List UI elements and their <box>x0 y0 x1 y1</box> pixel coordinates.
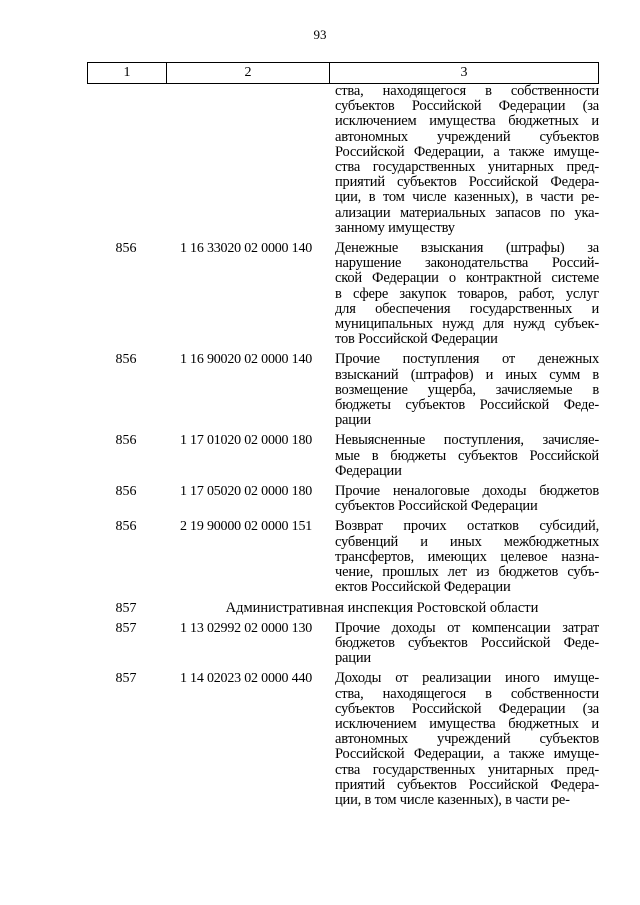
description-line: приятий субъектов Российской Федера- <box>335 776 599 793</box>
income-description <box>327 84 599 236</box>
budget-classification-code: 1 14 02023 02 0000 440 <box>179 671 313 687</box>
description-line: ализации материальных запасов по ука- <box>335 204 599 221</box>
description-line: Прочие неналоговые доходы бюджетов <box>335 483 599 500</box>
budget-classification-code: 2 19 90000 02 0000 151 <box>179 519 313 535</box>
description-line: Возврат прочих остатков субсидий, <box>335 518 599 535</box>
admin-code: 856 <box>115 433 137 449</box>
table-row <box>87 241 599 347</box>
description-line: Доходы от реализации иного имуще- <box>335 670 599 687</box>
header-col-2: 2 <box>167 63 330 83</box>
income-description <box>327 621 599 667</box>
description-line: ской Федерации о контрактной системе <box>335 270 599 287</box>
table-row <box>87 621 599 667</box>
page-number: 93 <box>313 27 327 42</box>
income-description <box>327 352 599 428</box>
table-body <box>87 84 599 813</box>
description-line: Прочие поступления от денежных <box>335 351 599 368</box>
description-line: ектов Российской Федерации <box>335 579 511 596</box>
admin-code: 856 <box>115 519 137 535</box>
section-row <box>87 601 599 616</box>
description-line: в сфере закупок товаров, работ, услуг <box>335 285 599 302</box>
table-row <box>87 519 599 595</box>
budget-classification-code: 1 16 90020 02 0000 140 <box>179 352 313 368</box>
table-row <box>87 484 599 514</box>
table-row <box>87 84 599 236</box>
description-line: приятий субъектов Российской Федера- <box>335 174 599 191</box>
description-line: бюджетов субъектов Российской Феде- <box>335 634 599 651</box>
admin-code: 856 <box>115 352 137 368</box>
description-line: возмещение ущерба, зачисляемые в <box>335 381 599 398</box>
description-line: исключением имущества бюджетных и <box>335 715 599 732</box>
description-line: бюджеты субъектов Российской Феде- <box>335 397 599 414</box>
description-line: субъектов Российской Федерации (за <box>335 98 599 115</box>
description-line: субъектов Российской Федерации <box>335 498 538 515</box>
description-line: нарушение законодательства Россий- <box>335 255 599 272</box>
description-line: взысканий (штрафов) и иных сумм в <box>335 366 599 383</box>
description-line: ства государственных унитарных пред- <box>335 159 599 176</box>
description-line: ства государственных унитарных пред- <box>335 761 599 778</box>
table-header <box>87 62 599 84</box>
header-col-3: 3 <box>460 65 468 80</box>
income-description <box>327 484 599 514</box>
admin-code: 856 <box>115 484 137 500</box>
income-description <box>327 433 599 479</box>
description-line: рации <box>335 412 371 429</box>
admin-code: 857 <box>115 620 137 636</box>
description-line: автономных учреждений субъектов <box>335 731 599 748</box>
description-line: Денежные взыскания (штрафы) за <box>335 240 599 257</box>
table-row <box>87 433 599 479</box>
description-line: Федерации <box>335 462 402 479</box>
income-description <box>327 519 599 595</box>
description-line: ции, в том числе казенных), в части ре- <box>335 189 599 206</box>
description-line: мые в бюджеты субъектов Российской <box>335 447 599 464</box>
budget-classification-code: 1 16 33020 02 0000 140 <box>179 241 313 257</box>
description-line: Российской Федерации, а также имуще- <box>335 746 599 763</box>
description-line: Невыясненные поступления, зачисляе- <box>335 432 599 449</box>
description-line: автономных учреждений субъектов <box>335 128 599 145</box>
budget-classification-code: 1 13 02992 02 0000 130 <box>179 620 313 636</box>
description-line: исключением имущества бюджетных и <box>335 113 599 130</box>
admin-code: 857 <box>115 671 137 687</box>
section-code: 857 <box>115 600 137 616</box>
table-row <box>87 671 599 808</box>
description-line: рации <box>335 650 371 667</box>
description-line: ства, находящегося в собственности <box>335 685 599 702</box>
description-line: занному имуществу <box>335 219 455 236</box>
description-line: Российской Федерации, а также имуще- <box>335 143 599 160</box>
table-row <box>87 352 599 428</box>
description-line: субвенций и иных межбюджетных <box>335 533 599 550</box>
budget-classification-code: 1 17 05020 02 0000 180 <box>179 484 313 500</box>
description-line: ства, находящегося в собственности <box>335 83 599 99</box>
description-line: для обеспечения государственных и <box>335 300 599 317</box>
budget-classification-code: 1 17 01020 02 0000 180 <box>179 433 313 449</box>
income-description <box>327 671 599 808</box>
description-line: тов Российской Федерации <box>335 331 498 348</box>
income-description <box>327 241 599 347</box>
description-line: трансфертов, имеющих целевое назна- <box>335 548 599 565</box>
description-line: Прочие доходы от компенсации затрат <box>335 619 599 636</box>
description-line: чение, прошлых лет из бюджетов субъ- <box>335 564 599 581</box>
description-line: субъектов Российской Федерации (за <box>335 700 599 717</box>
header-col-1: 1 <box>88 63 167 83</box>
description-line: ции, в том числе казенных), в части ре- <box>335 791 570 808</box>
description-line: муниципальных нужд для нужд субъек- <box>335 316 599 333</box>
admin-code: 856 <box>115 241 137 257</box>
section-title: Административная инспекция Ростовской области <box>225 599 539 616</box>
